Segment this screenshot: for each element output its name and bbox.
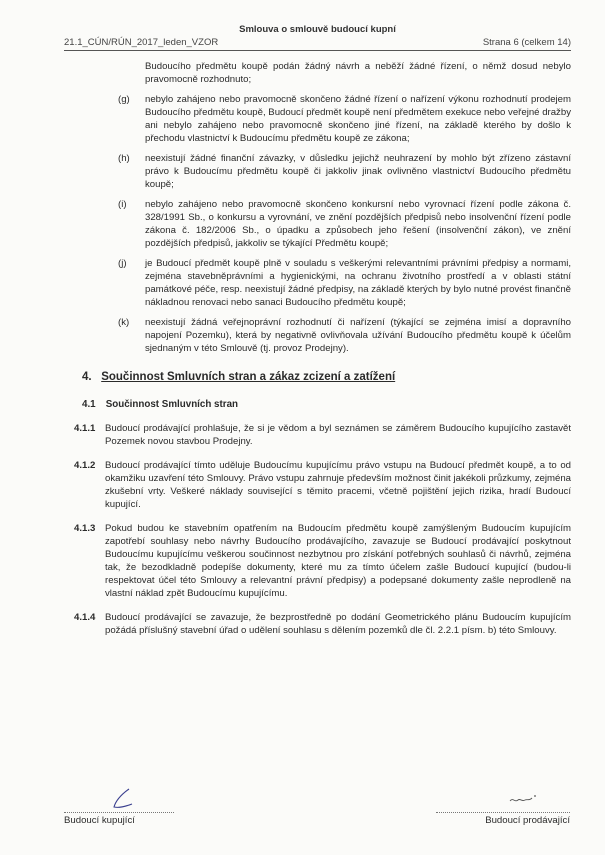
clause xyxy=(64,611,571,637)
header-doc-id: 21.1_CÚN/RÚN_2017_leden_VZOR xyxy=(64,37,219,48)
clause-text: Budoucí prodávající se zavazuje, že bezprostředně po dodání Geometrického plánu Budoucím kupujícím požádá příslušný stavební úřad o udělení souhlasu s dělením pozemků dle čl. 2.2.1 písm. b) této Smlouvy. xyxy=(105,612,571,636)
clause-number: 4.1.4 xyxy=(74,612,96,623)
buyer-signature-label: Budoucí kupující xyxy=(64,815,135,826)
item-text: je Budoucí předmět koupě plně v souladu s veškerými relevantními právními předpisy a normami, zejména stavebněprávními a hygienickými, na ochranu životního prostředí a v oblasti státní památkové péče, resp. neexistují žádné předpisy, na základě kterých by bylo nutné provést finančně nákladnou renovaci nebo sanaci Budoucího předmětu koupě; xyxy=(145,258,571,308)
item-label: (g) xyxy=(118,94,130,105)
clause xyxy=(64,422,571,448)
page-body xyxy=(64,60,571,637)
subsection-number: 4.1 xyxy=(82,399,96,410)
seller-signature-label: Budoucí prodávající xyxy=(485,815,570,826)
subsection-heading xyxy=(82,398,571,411)
list-item xyxy=(64,257,571,309)
item-label: (i) xyxy=(118,199,127,210)
section-heading xyxy=(82,371,571,384)
page-header xyxy=(64,24,571,48)
section-title: Součinnost Smluvních stran a zákaz zcizení a zatížení xyxy=(101,371,396,383)
buyer-signature-block xyxy=(64,812,174,826)
section-number: 4. xyxy=(82,371,92,383)
list-item xyxy=(64,316,571,355)
item-text: neexistují žádné finanční závazky, v důsledku jejichž neuhrazení by mohlo být zřízeno zástavní právo k Budoucímu předmětu koupě či jakkoliv jinak ovlivněno vlastnictví Budoucího předmětu koupě; xyxy=(145,153,571,190)
item-text: nebylo zahájeno nebo pravomocně skončeno konkursní nebo vyrovnací řízení podle zákona č. 328/1991 Sb., o konkursu a vyrovnání, ve znění pozdějších předpisů nebo insolvenční řízení podle zákona č. 182/2006 Sb., o úpadku a způsobech jeho řešení (insolvenční zákon), ve znění pozdějších předpisů, jakkoliv se týkající Předmětu koupě; xyxy=(145,199,571,249)
list-item xyxy=(64,93,571,145)
seller-signature-block xyxy=(436,812,570,826)
buyer-signature xyxy=(108,786,142,812)
header-title: Smlouva o smlouvě budoucí kupní xyxy=(239,24,396,35)
continuation-text: Budoucího předmětu koupě podán žádný návrh a neběží žádné řízení, o němž dosud nebylo pravomocně rozhodnuto; xyxy=(145,61,571,85)
list-item xyxy=(64,198,571,250)
clause-text: Pokud budou ke stavebním opatřením na Budoucím předmětu koupě zamýšleným Budoucím kupujícím zapotřebí souhlasy nebo návrhy Budoucího prodávajícího, zavazuje se Budoucí prodávající poskytnout Budoucímu kupujícímu veškerou součinnost nezbytnou pro získání potřebných souhlasů či návrhů, zejména tak, že bezodkladně podepíše dokumenty, které mu za tímto účelem zašle Budoucí kupující (budou-li respektovat účel této Smlouvy a relevantní právní předpisy) a podepsané dokumenty zašle neprodleně na vlastní náklad zpět Budoucímu kupujícímu. xyxy=(105,523,571,599)
list-item xyxy=(64,152,571,191)
clause xyxy=(64,522,571,600)
clause-text: Budoucí prodávající prohlašuje, že si je vědom a byl seznámen se záměrem Budoucího kupujícího zastavět Pozemek novou stavbou Prodejny. xyxy=(105,423,571,447)
clause xyxy=(64,459,571,511)
item-label: (k) xyxy=(118,317,130,328)
item-label: (h) xyxy=(118,153,130,164)
clause-number: 4.1.2 xyxy=(74,460,96,471)
item-text: nebylo zahájeno nebo pravomocně skončeno žádné řízení o nařízení výkonu rozhodnutí prodejem Budoucího předmětu koupě, Budoucí předmět koupě není předmětem exekuce nebo veřejné dražby ani nebylo zahájeno nebo pravomocně skončeno jiné řízení, na základě kterého by došlo k přechodu vlastnictví k Budoucímu předmětu koupě ze zákona; xyxy=(145,94,571,144)
item-label: (j) xyxy=(118,258,127,269)
subsection-title: Součinnost Smluvních stran xyxy=(105,399,239,410)
signature-line xyxy=(64,812,174,813)
signature-line xyxy=(436,812,570,813)
clause-number: 4.1.3 xyxy=(74,523,96,534)
clause-text: Budoucí prodávající tímto uděluje Budoucímu kupujícímu právo vstupu na Budoucí předmět koupě, a to od okamžiku uzavření této Smlouvy. Právo vstupu zahrnuje především možnost činit jakékoli průzkumy, zejména zkušební vrty. Veškeré náklady související s těmito pracemi, včetně pojištění jejich rizika, hradí Budoucí kupující. xyxy=(105,460,571,510)
clause-number: 4.1.1 xyxy=(74,423,96,434)
header-divider xyxy=(64,50,571,51)
item-text: neexistují žádná veřejnoprávní rozhodnutí či nařízení (týkající se zejména imisí a dopravního napojení Pozemku), která by negativně ovlivňovala užívání Budoucího předmětu koupě k účelům sjednaným v této Smlouvě (tj. provoz Prodejny). xyxy=(145,317,571,354)
seller-signature xyxy=(508,792,538,806)
header-page-number: Strana 6 (celkem 14) xyxy=(482,37,571,48)
